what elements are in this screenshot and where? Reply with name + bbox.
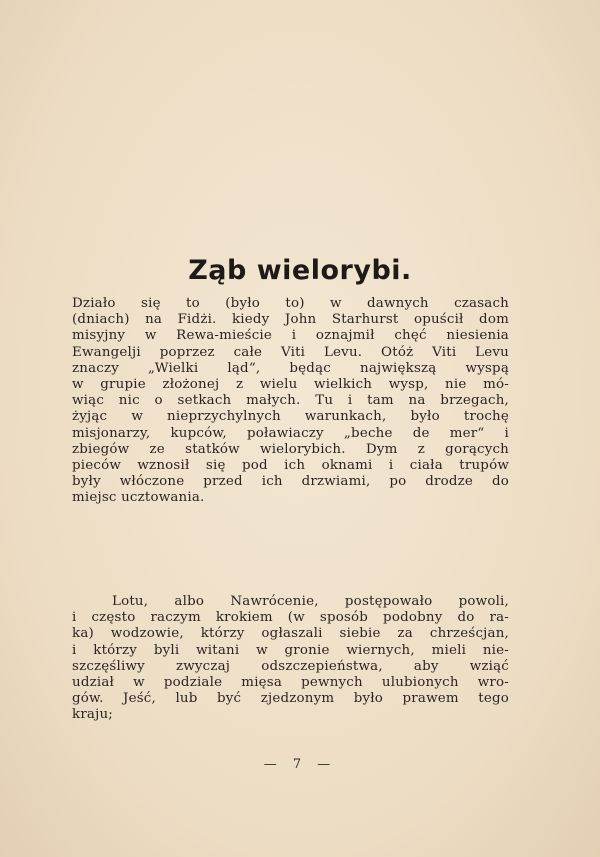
text-line: i którzy byli witani w gronie wiernych, mieli nie- [72, 642, 509, 658]
text-line: pieców wznosił się pod ich oknami i ciała trupów [72, 457, 509, 473]
text-line: miejsc ucztowania. [72, 490, 205, 506]
text-line: kraju; [72, 707, 113, 723]
text-line: znaczy „Wielki ląd“, będąc największą wyspą [72, 360, 509, 376]
text-line: i często raczym krokiem (w sposób podobny do ra- [72, 610, 509, 626]
text-line: szczęśliwy zwyczaj odszczepieństwa, aby wziąć [72, 658, 509, 674]
text-line: (dniach) na Fidżi. kiedy John Starhurst opuścił dom [72, 312, 509, 328]
chapter-title: Ząb wielorybi. [188, 255, 412, 286]
text-line: gów. Jeść, lub być zjedzonym było prawem tego [72, 691, 509, 707]
paragraph-2 [72, 594, 509, 724]
text-line: zbiegów ze statków wielorybich. Dym z gorących [72, 441, 509, 457]
text-line: Ewangelji poprzez całe Viti Levu. Otóż Viti Levu [72, 344, 509, 360]
paragraph-1 [72, 296, 509, 506]
text-line: misyjny w Rewa-mieście i oznajmił chęć niesienia [72, 328, 509, 344]
page-number: — 7 — [263, 757, 337, 772]
text-line: misjonarzy, kupców, poławiaczy „beche de mer“ i [72, 425, 509, 441]
text-line: Lotu, albo Nawrócenie, postępowało powoli, [112, 594, 509, 609]
text-line: Działo się to (było to) w dawnych czasach [72, 296, 509, 311]
text-line: wiąc nic o setkach małych. Tu i tam na brzegach, [72, 393, 509, 409]
text-line: żyjąc w nieprzychylnych warunkach, było trochę [72, 409, 509, 425]
text-line: były włóczone przed ich drzwiami, po drodze do [72, 474, 509, 490]
text-line: ka) wodzowie, którzy ogłaszali siebie za chrześcjan, [72, 626, 509, 642]
text-line: udział w podziale mięsa pewnych ulubionych wro- [72, 674, 509, 690]
text-line: w grupie złożonej z wielu wielkich wysp, nie mó- [72, 376, 509, 392]
